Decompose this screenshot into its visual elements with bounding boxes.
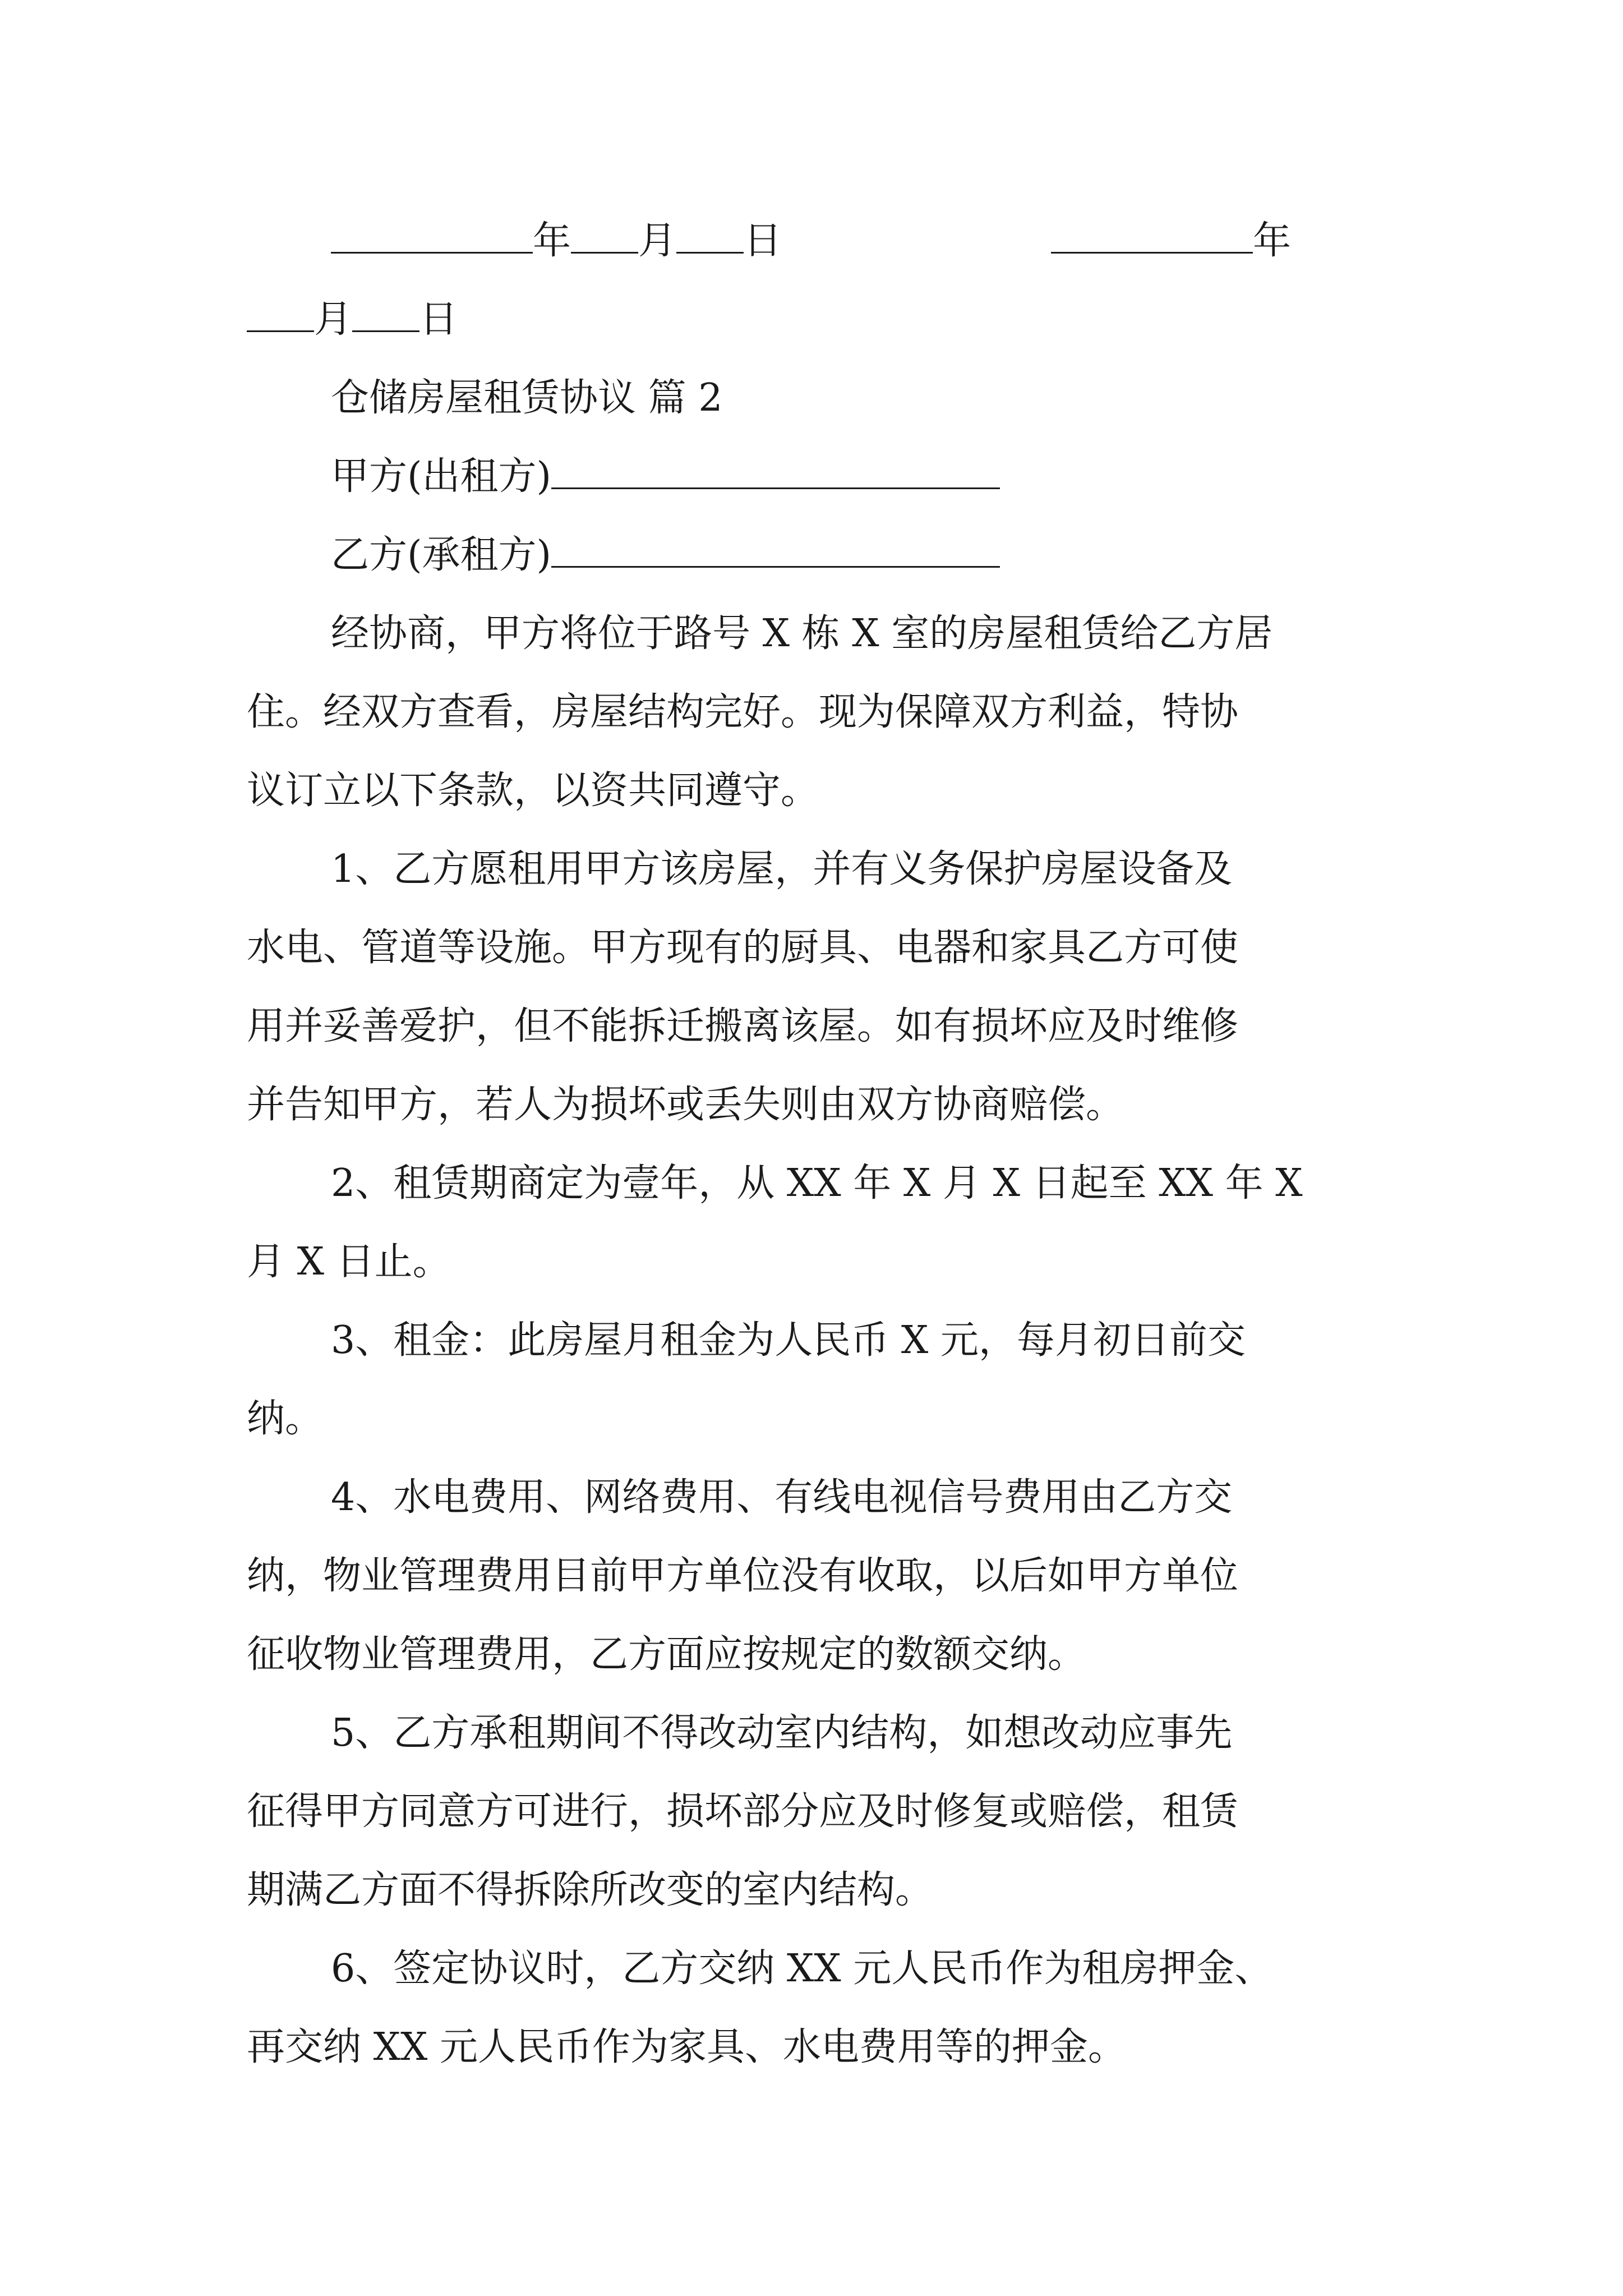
clause-1-line: 并告知甲方，若人为损坏或丢失则由双方协商赔偿。	[247, 1083, 1124, 1127]
clause-5-line: 期满乙方面不得拆除所改变的室内结构。	[247, 1868, 934, 1912]
clause-3-line: 纳。	[247, 1397, 324, 1441]
party-a-blank	[551, 439, 1000, 489]
party-b-label: 乙方(承租方)	[331, 533, 552, 577]
year-char-a: 年	[533, 219, 571, 263]
party-b-line	[247, 516, 1385, 595]
clause-5-line: 5、乙方承租期间不得改动室内结构，如想改动应事先	[331, 1711, 1233, 1755]
document-content	[247, 202, 1385, 2087]
clause-1-line: 1、乙方愿租用甲方该房屋，并有义务保护房屋设备及	[331, 847, 1233, 891]
clause-1-line: 水电、管道等设施。甲方现有的厨具、电器和家具乙方可使	[247, 926, 1239, 970]
intro-line: 议订立以下条款，以资共同遵守。	[247, 769, 819, 813]
clause-1-line: 用并妥善爱护，但不能拆迁搬离该屋。如有损坏应及时维修	[247, 1004, 1239, 1048]
month-char-a: 月	[638, 219, 677, 263]
clause-2-line: 2、租赁期商定为壹年，从 XX 年 X 月 X 日起至 XX 年 X	[331, 1161, 1303, 1205]
clause-4-line: 纳，物业管理费用目前甲方单位没有收取，以后如甲方单位	[247, 1554, 1239, 1598]
month-char-b: 月	[314, 297, 353, 342]
year-char-b: 年	[1253, 219, 1292, 263]
clause-4-line: 4、水电费用、网络费用、有线电视信号费用由乙方交	[331, 1475, 1233, 1520]
party-b-blank	[551, 518, 1000, 568]
intro-line: 住。经双方查看，房屋结构完好。现为保障双方利益，特协	[247, 690, 1239, 734]
month-blank-b	[247, 282, 314, 332]
month-blank-a	[571, 204, 638, 254]
clause-4-line: 征收物业管理费用，乙方面应按规定的数额交纳。	[247, 1632, 1086, 1677]
clause-5-line: 征得甲方同意方可进行，损坏部分应及时修复或赔偿，租赁	[247, 1789, 1239, 1834]
year-blank-a	[331, 204, 533, 254]
day-char-b: 日	[419, 297, 458, 342]
clause-2-line: 月 X 日止。	[247, 1240, 451, 1284]
section-title: 仓储房屋租赁协议 篇 2	[331, 376, 723, 420]
signature-date-line	[247, 202, 1385, 280]
day-blank-a	[676, 204, 744, 254]
clause-6-line: 6、签定协议时，乙方交纳 XX 元人民币作为租房押金、	[331, 1947, 1273, 1991]
party-a-line	[247, 438, 1385, 516]
party-a-label: 甲方(出租方)	[331, 454, 552, 499]
intro-line: 经协商，甲方将位于路号 X 栋 X 室的房屋租赁给乙方居	[331, 611, 1273, 656]
clause-3-line: 3、租金：此房屋月租金为人民币 X 元，每月初日前交	[331, 1318, 1246, 1363]
day-blank-b	[352, 282, 419, 332]
year-blank-b	[1051, 204, 1253, 254]
day-char-a: 日	[744, 219, 782, 263]
clause-6-line: 再交纳 XX 元人民币作为家具、水电费用等的押金。	[247, 2025, 1127, 2069]
signature-date-line-continued	[247, 280, 1385, 359]
